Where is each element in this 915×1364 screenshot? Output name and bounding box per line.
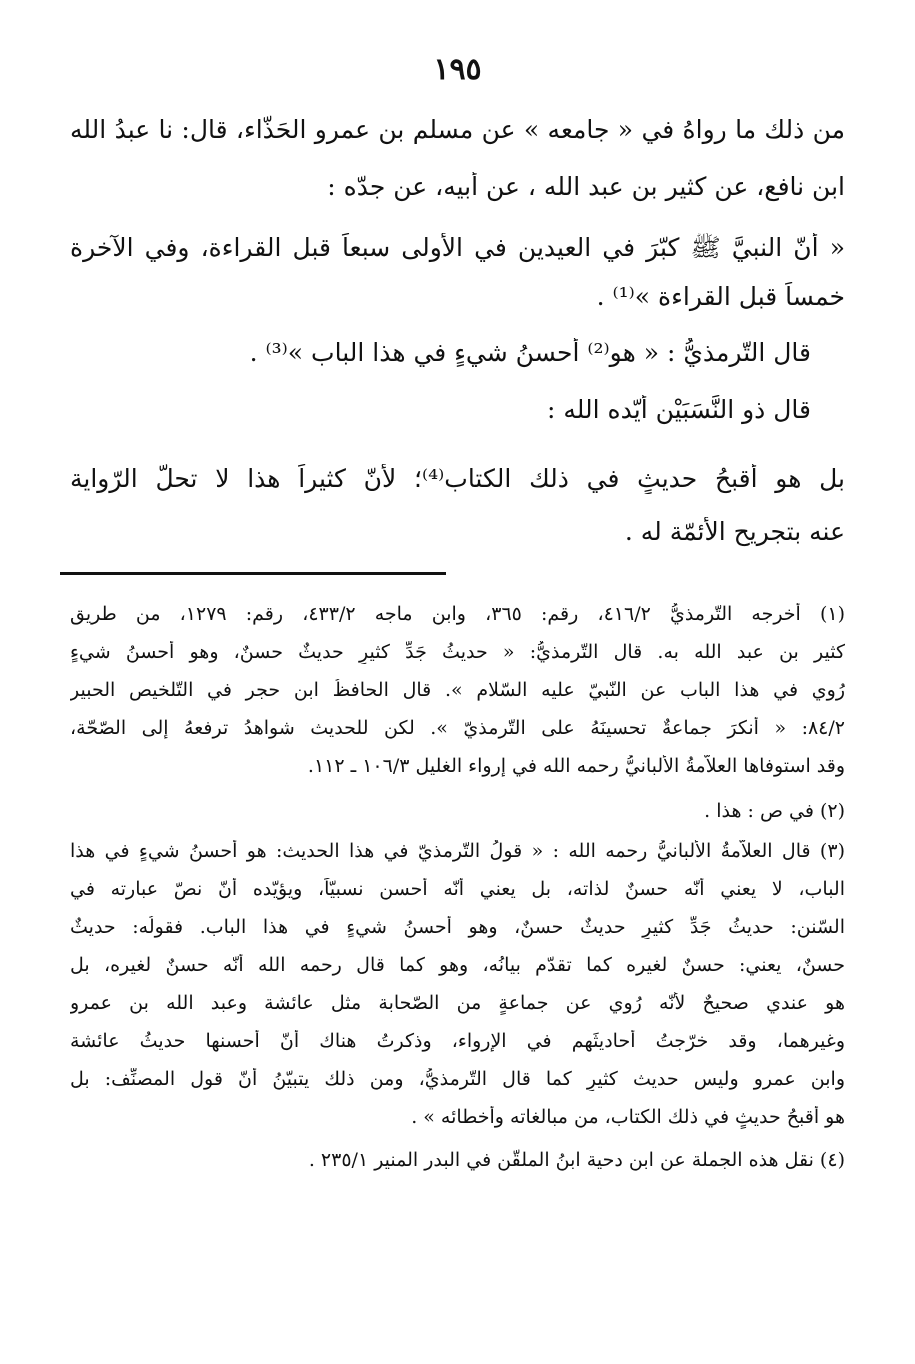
footnote-line: وقد استوفاها العلاّمةُ الألبانيُّ رحمه الله في إرواء الغليل ١٠٦/٣ ـ ١١٢. bbox=[307, 755, 845, 777]
footnote-separator bbox=[60, 572, 446, 575]
footnote-line: (١) أخرجه التّرمذيُّ ٤١٦/٢، رقم: ٣٦٥، وابن ماجه ٤٣٣/٢، رقم: ١٢٧٩، من طريق bbox=[70, 603, 845, 625]
footnote-line: (٣) قال العلاّمةُ الألبانيُّ رحمه الله : « قولُ التّرمذيّ في هذا الحديث: هو أحسنُ شيءٍ في هذا bbox=[70, 840, 845, 862]
main-text-line: قال ذو النَّسَبَيْنِ أيّده الله : bbox=[547, 395, 811, 424]
footnote-line: الباب، لا يعني أنّه حسنٌ لذاته، بل يعني أنّه أحسن نسبيّاً، ويؤيّده أنّ نصّ عبارته في bbox=[70, 878, 845, 900]
footnote-line: كثير بن عبد الله به. قال التّرمذيُّ: « حديثُ جَدِّ كثيرٍ حديثٌ حسنٌ، وهو أحسنُ شيءٍ bbox=[70, 641, 845, 663]
main-text-line: « أنّ النبيَّ ﷺ كبّرَ في العيدين في الأُولى سبعاً قبل القراءة، وفي الآخرة bbox=[70, 233, 845, 262]
footnote-line: ٨٤/٢: « أنكرَ جماعةٌ تحسينَهُ على التّرمذيّ ». لكن للحديث شواهدُ ترفعهُ إلى الصّحّة، bbox=[70, 717, 845, 739]
main-text-line: خمساً قبل القراءة »⁽¹⁾ . bbox=[596, 282, 845, 311]
footnote-line: (٤) نقل هذه الجملة عن ابن دحية ابنُ الملقّن في البدر المنير ٢٣٥/١ . bbox=[308, 1149, 845, 1171]
footnote-line: هو عندي صحيحٌ لأنّه رُوي عن جماعةٍ من الصّحابة مثل عائشة وعبد الله بن عمرو bbox=[70, 992, 845, 1014]
main-text-line: بل هو أقبحُ حديثٍ في ذلك الكتاب⁽⁴⁾؛ لأنّ كثيراً هذا لا تحلُّ الرّواية bbox=[70, 464, 845, 493]
footnote-line: وغيرهما، وقد خرّجتُ أحاديثَهم في الإرواء، وذكرتُ هناك أنّ أحسنها حديثُ عائشة bbox=[70, 1030, 845, 1052]
footnote-line: هو أقبحُ حديثٍ في ذلك الكتاب، من مبالغاته وأخطائه » . bbox=[411, 1106, 845, 1128]
footnote-line: وابن عمرو وليس حديث كثيرٍ كما قال التّرمذيُّ، ومن ذلك يتبيّنُ أنّ قول المصنِّف: بل bbox=[70, 1068, 845, 1090]
footnote-line: حسنٌ، يعني: حسنٌ لغيره كما تقدّم بيانُه، وهو كما قال رحمه الله أنّه حسنٌ لغيره، بل bbox=[70, 954, 845, 976]
footnote-line: (٢) في ص : هذا . bbox=[704, 800, 845, 822]
page-number: ١٩٥ bbox=[433, 52, 482, 87]
main-text-line: من ذلك ما رواهُ في « جامعه » عن مسلم بن عمرو الحَذّاء، قال: نا عبدُ الله bbox=[70, 115, 845, 144]
main-text-line: عنه بتجريح الأئمّة له . bbox=[624, 517, 845, 546]
footnote-line: رُوي في هذا الباب عن النّبيّ عليه السّلام ». قال الحافظُ ابن حجر في التّلخيص الحبير bbox=[70, 679, 845, 701]
footnote-line: السّنن: حديثُ جَدِّ كثيرٍ حديثٌ حسنٌ، وهو أحسنُ شيءٍ في هذا الباب. فقولُه: حديثٌ bbox=[70, 916, 845, 938]
main-text-line: قال التّرمذيُّ : « هو⁽²⁾ أحسنُ شيءٍ في هذا الباب »⁽³⁾ . bbox=[249, 338, 811, 367]
main-text-line: ابن نافع، عن كثير بن عبد الله ، عن أبيه، عن جدّه : bbox=[327, 172, 845, 201]
